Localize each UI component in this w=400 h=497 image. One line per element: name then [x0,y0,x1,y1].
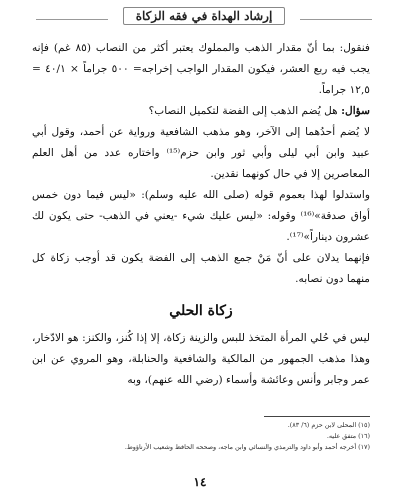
body-text [32,38,370,391]
footnote-16: (١٦) متفق عليه. [326,432,370,440]
book-title: إرشاد الهداة في فقه الزكاة [123,7,286,25]
paragraph-jewelry: ليس في حُلي المرأة المتخذ للبس والزينة زكاة، إلا إذا كُنز، والكنز: هو الادّخار، وهذا مذهب الجمهور من المالكية والشافعية والحنابلة، وهو المروي عن ابن عمر وجابر وأنس وعائشة وأسماء (رضي الله عنهم)، وبه [32,332,370,386]
footnotes [60,420,370,453]
paragraph-conclusion: فإنهما يدلان على أنّ مَنْ جمع الذهب إلى الفضة يكون قد أوجب زكاة كل منهما دون نصابه. [32,252,370,285]
footnote-17: (١٧) أخرجه أحمد وأبو داود والترمذي والنسائي وابن ماجه، وصححه الحافظ وشعيب الأرناؤوط. [124,443,370,451]
page-number: ١٤ [193,475,207,489]
section-title: زكاة الحلي [169,303,233,319]
header-rule-right [300,19,372,20]
running-header [36,6,372,26]
question-label: سؤال: [341,105,370,117]
question-text: هل يُضم الذهب إلى الفضة لتكميل النصاب؟ [148,105,342,117]
paragraph-calculation: فنقول: بما أنّ مقدار الذهب والمملوك يعتبر أكثر من النصاب (٨٥ غم) فإنه يجب فيه ربع العشر، فيكون المقدار الواجب إخراجه= ٥٠٠ جراماً × ٤٠/١ = ١٢,٥ جراماً. [32,42,370,96]
question-paragraph [32,101,370,122]
paragraph-answer: لا يُضم أحدُهما إلى الآخر، وهو مذهب الشافعية ورواية عن أحمد، وقول أبي عبيد وابن أبي ليلى وأبي ثور وابن حزم⁽¹⁵⁾ واختاره عدد من أهل العلم المعاصرين إلا في حال كونهما نقدين. [32,126,370,180]
header-rule-left [36,19,108,20]
footnote-15: (١٥) المحلى لابن حزم (٦/ ٨٣). [287,421,370,429]
paragraph-evidence: واستدلوا لهذا بعموم قوله (صلى الله عليه وسلم): «ليس فيما دون خمس أواق صدقة»⁽¹⁶⁾ وقوله: «ليس عليك شيء -يعني في الذهب- حتى يكون لك عشرون ديناراً»⁽¹⁷⁾. [32,189,370,243]
footnote-divider [264,416,370,417]
